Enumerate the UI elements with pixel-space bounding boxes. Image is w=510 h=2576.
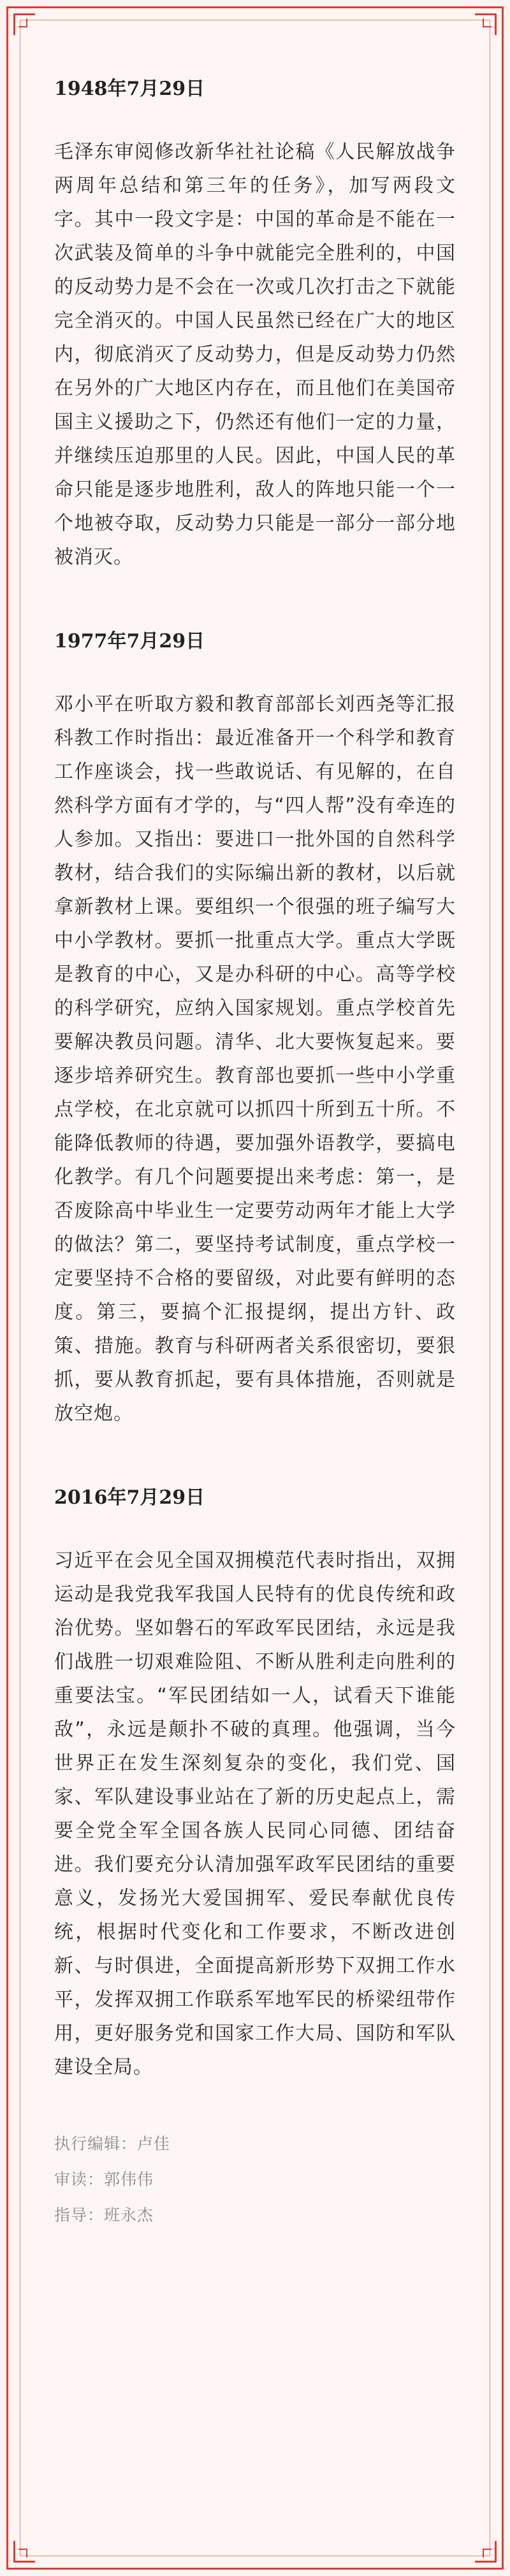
- corner-ornament-top-right: [475, 13, 497, 35]
- credit-proofreader: 审读：郭伟伟: [54, 2170, 154, 2189]
- history-entry-1977: [54, 629, 456, 1430]
- entry-text: 习近平在会见全国双拥模范代表时指出，双拥运动是我党我军我国人民特有的优良传统和政治优势。坚如磐石的军政军民团结，永远是我们战胜一切艰难险阻、不断从胜利走向胜利的重要法宝。“军民团结如一人，试看天下谁能敌”，永远是颠扑不破的真理。他强调，当今世界正在发生深刻复杂的变化，我们党、国家、军队建设事业站在了新的历史起点上，需要全党全军全国各族人民同心同德、团结奋进。我们要充分认清加强军政军民团结的重要意义，发扬光大爱国拥军、爱民奉献优良传统，根据时代变化和工作要求，不断改进创新、与时俱进，全面提高新形势下双拥工作水平，发挥双拥工作联系军地军民的桥梁纽带作用，更好服务党和国家工作大局、国防和军队建设全局。: [54, 1550, 456, 2078]
- entry-date: 1977年7月29日: [54, 630, 205, 652]
- corner-ornament-bottom-left: [13, 2541, 35, 2563]
- history-entry-1948: [54, 76, 456, 574]
- credit-supervisor: 指导：班永杰: [54, 2206, 154, 2224]
- corner-ornament-bottom-right: [475, 2541, 497, 2563]
- history-entry-2016: [54, 1485, 456, 2084]
- credit-executive-editor: 执行编辑：卢佳: [54, 2134, 171, 2153]
- entry-date: 2016年7月29日: [54, 1486, 205, 1509]
- entry-date: 1948年7月29日: [54, 78, 205, 100]
- article-content: [54, 76, 456, 2233]
- corner-ornament-top-left: [13, 13, 35, 35]
- editor-credits: [54, 2126, 456, 2233]
- entry-text: 毛泽东审阅修改新华社社论稿《人民解放战争两周年总结和第三年的任务》，加写两段文字。其中一段文字是：中国的革命是不能在一次武装及简单的斗争中就能完全胜利的，中国的反动势力是不会在一次或几次打击之下就能完全消灭的。中国人民虽然已经在广大的地区内，彻底消灭了反动势力，但是反动势力仍然在另外的广大地区内存在，而且他们在美国帝国主义援助之下，仍然还有他们一定的力量，并继续压迫那里的人民。因此，中国人民的革命只能是逐步地胜利，敌人的阵地只能一个一个地被夺取，反动势力只能是一部分一部分地被消灭。: [54, 141, 456, 568]
- entry-text: 邓小平在听取方毅和教育部部长刘西尧等汇报科教工作时指出：最近准备开一个科学和教育工作座谈会，找一些敢说话、有见解的，在自然科学方面有才学的，与“四人帮”没有牵连的人参加。又指出：要进口一批外国的自然科学教材，结合我们的实际编出新的教材，以后就拿新教材上课。要组织一个很强的班子编写大中小学教材。要抓一批重点大学。重点大学既是教育的中心，又是办科研的中心。高等学校的科学研究，应纳入国家规划。重点学校首先要解决教员问题。清华、北大要恢复起来。要逐步培养研究生。教育部也要抓一些中小学重点学校，在北京就可以抓四十所到五十所。不能降低教师的待遇，要加强外语教学，要搞电化教学。有几个问题要提出来考虑：第一，是否废除高中毕业生一定要劳动两年才能上大学的做法？第二，要坚持考试制度，重点学校一定要坚持不合格的要留级，对此要有鲜明的态度。第三，要搞个汇报提纲，提出方针、政策、措施。教育与科研两者关系很密切，要狠抓，要从教育抓起，要有具体措施，否则就是放空炮。: [54, 693, 456, 1425]
